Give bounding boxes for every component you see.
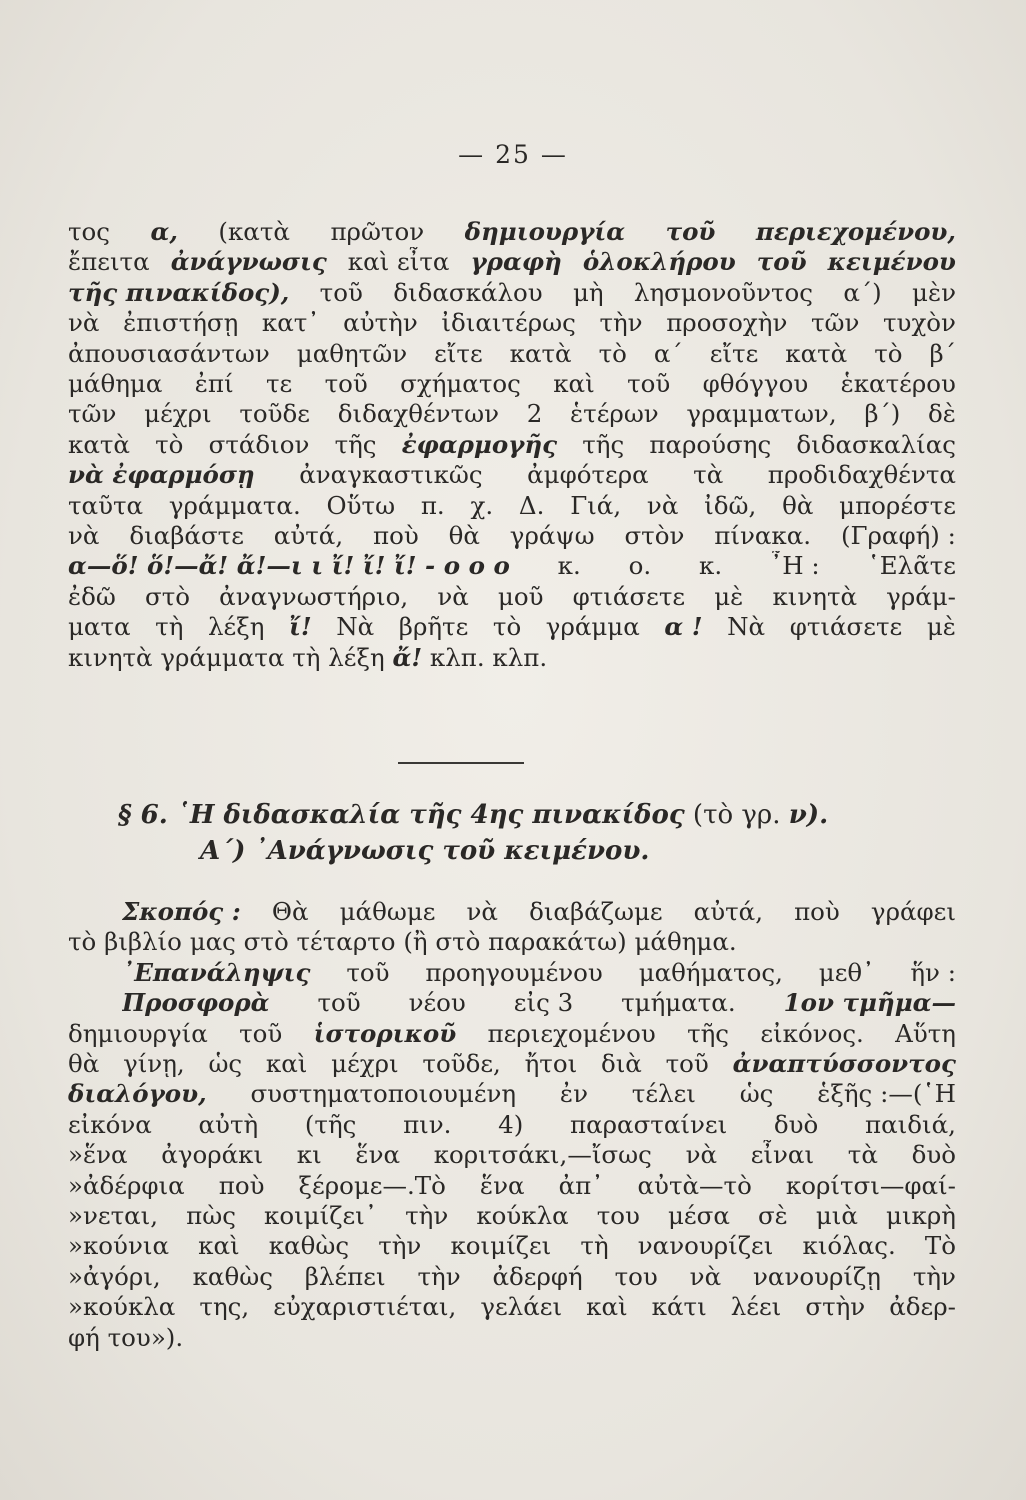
word: δυὸ bbox=[773, 1109, 819, 1139]
word: διαβάστε bbox=[129, 521, 244, 550]
word: Σκοπός : bbox=[122, 897, 241, 926]
word: κ. bbox=[557, 551, 581, 581]
word: νὰ bbox=[685, 1140, 718, 1170]
word: μαθητῶν bbox=[296, 338, 408, 368]
word: τμήματα. bbox=[621, 988, 736, 1018]
word: α, bbox=[150, 217, 178, 246]
word: εἰς 3 bbox=[513, 988, 574, 1018]
word: ἀμφότερα bbox=[527, 460, 649, 490]
text-line bbox=[68, 430, 956, 460]
word: ἀναγνωστήριο, bbox=[219, 581, 409, 611]
word: γίνῃ, bbox=[123, 1049, 185, 1078]
word: τὴν bbox=[378, 1231, 422, 1261]
word: »κούνια bbox=[68, 1231, 169, 1261]
word: ὡς bbox=[208, 1049, 243, 1078]
word: δημιουργία bbox=[68, 1018, 208, 1048]
word: δυὸ bbox=[911, 1140, 956, 1170]
word: ἀπουσιασάντων bbox=[68, 338, 270, 368]
word: φή του»). bbox=[68, 1322, 184, 1352]
word: εἶναι bbox=[750, 1140, 815, 1170]
word: τοῦδε bbox=[239, 399, 311, 429]
text-line bbox=[68, 612, 956, 642]
word: τὸ bbox=[155, 429, 184, 459]
word: ταῦτα bbox=[68, 490, 144, 520]
word: γραμματων, bbox=[686, 399, 837, 429]
page-number: — 25 — bbox=[458, 140, 568, 169]
section-heading bbox=[118, 800, 828, 830]
word: μαθήματος, bbox=[638, 957, 783, 987]
word: πιν. bbox=[403, 1109, 452, 1139]
word: τὴν bbox=[417, 1261, 461, 1291]
word: μέσα bbox=[667, 1201, 730, 1230]
text-line bbox=[68, 399, 956, 429]
word: α ! bbox=[664, 612, 703, 642]
word: τὰ bbox=[847, 1140, 878, 1170]
word: νέου bbox=[408, 988, 466, 1018]
word: σχήματος bbox=[400, 369, 521, 398]
word: περιεχομένου, bbox=[755, 217, 956, 246]
text-line bbox=[68, 582, 956, 612]
word: 1ον τμῆμα— bbox=[783, 988, 956, 1018]
word: τὰ bbox=[693, 460, 724, 490]
word: ἱστορικοῦ bbox=[313, 1018, 457, 1048]
word: ἥν : bbox=[910, 957, 956, 987]
word: γράμματα. bbox=[168, 490, 301, 520]
word: ἐν bbox=[559, 1079, 588, 1109]
word: τοῦ bbox=[756, 247, 807, 277]
word: διδασκάλου bbox=[393, 277, 543, 307]
word: πὼς bbox=[186, 1201, 236, 1230]
text-line bbox=[68, 1140, 956, 1170]
word: »ἀγόρι, bbox=[68, 1261, 161, 1291]
word: ἰδιαιτέρως bbox=[441, 308, 576, 338]
word: κατὰ bbox=[785, 338, 848, 368]
word: ἀπ᾿ bbox=[558, 1170, 604, 1200]
word: »νεται, bbox=[68, 1201, 159, 1230]
word: τὴν bbox=[405, 1201, 449, 1230]
text-line bbox=[68, 339, 956, 369]
word: λησμονοῦντος bbox=[633, 277, 813, 307]
word: διὰ bbox=[600, 1049, 642, 1078]
word: μάθωμε bbox=[339, 897, 436, 926]
word: καὶ bbox=[265, 1049, 308, 1078]
word: μὴ bbox=[572, 277, 604, 307]
word: β΄) bbox=[864, 399, 901, 429]
word: διδαχθέντων bbox=[337, 399, 499, 429]
word: 4) bbox=[498, 1109, 524, 1139]
word: ποὺ bbox=[794, 897, 840, 926]
text-line bbox=[68, 1201, 956, 1231]
word: μέχρι bbox=[144, 399, 212, 429]
word: Προσφορὰ bbox=[122, 988, 270, 1018]
word: νὰ bbox=[68, 521, 100, 550]
word: κοιμίζει᾿ bbox=[264, 1201, 378, 1230]
word: νὰ bbox=[437, 581, 469, 611]
word: διδασκαλίας bbox=[796, 429, 956, 459]
heading-part: § 6. ῾Η διδασκαλία τῆς 4ης πινακίδος bbox=[118, 800, 685, 830]
word: δημιουργία bbox=[464, 217, 626, 246]
word: τῶν bbox=[810, 308, 860, 338]
word: χ. bbox=[470, 490, 494, 520]
word: τὴν bbox=[912, 1261, 956, 1291]
word: τῶν bbox=[68, 399, 117, 429]
word: γράμ- bbox=[886, 581, 956, 611]
word: αὐτὰ—τὸ bbox=[637, 1170, 752, 1200]
word: (κατὰ bbox=[218, 217, 290, 246]
word: ματα bbox=[68, 612, 131, 642]
word: τὸ bbox=[874, 338, 903, 368]
word: ἑτέρων bbox=[570, 399, 659, 429]
word: τοῦδε, bbox=[422, 1049, 501, 1078]
text-line bbox=[122, 988, 956, 1018]
word: Γιά, bbox=[570, 490, 622, 520]
text-line bbox=[68, 1231, 956, 1261]
word: α΄) bbox=[843, 277, 882, 307]
word: πρῶτον bbox=[330, 217, 425, 246]
word: φθόγγου bbox=[702, 369, 809, 398]
word: π. bbox=[420, 490, 445, 520]
word: ἀναπτύσσοντος bbox=[732, 1049, 956, 1078]
word: τοῦ bbox=[627, 369, 671, 398]
text-line bbox=[122, 958, 956, 988]
word: Αὕτη bbox=[895, 1018, 956, 1048]
word: μέχρι bbox=[331, 1049, 399, 1078]
word: Οὕτω bbox=[326, 490, 396, 520]
word: ἐπί bbox=[194, 369, 234, 398]
word: τὴ bbox=[155, 612, 184, 642]
word: εἰκόνα bbox=[68, 1109, 152, 1139]
word: κούκλα bbox=[476, 1201, 569, 1230]
word: καὶ bbox=[198, 1231, 240, 1261]
text-line bbox=[68, 551, 956, 581]
text-line bbox=[68, 1110, 956, 1140]
word: (τῆς bbox=[304, 1109, 357, 1139]
text-line bbox=[68, 1049, 956, 1079]
word: νὰ ἐφαρμόσῃ bbox=[68, 460, 255, 490]
word: στὸ bbox=[145, 581, 191, 611]
text-line bbox=[68, 460, 956, 490]
word: μπορέστε bbox=[839, 490, 956, 520]
word: βλέπει bbox=[304, 1261, 386, 1291]
word: τοῦ bbox=[324, 369, 368, 398]
word: ἀδερ- bbox=[889, 1292, 956, 1322]
word: ἑξῆς :—(῾Η bbox=[817, 1079, 956, 1109]
word: ἀναγκαστικῶς bbox=[299, 460, 483, 490]
word: λέει bbox=[730, 1292, 782, 1322]
word: τὴ bbox=[580, 1231, 609, 1261]
text-line bbox=[68, 927, 956, 957]
text-line bbox=[68, 1019, 956, 1049]
word: κάτι bbox=[651, 1292, 707, 1322]
word: παιδιά, bbox=[864, 1109, 956, 1139]
word: σὲ bbox=[757, 1201, 788, 1230]
word: ἕνα bbox=[479, 1170, 525, 1200]
word: ἀγοράκι bbox=[161, 1140, 264, 1170]
word: ἐδῶ bbox=[68, 581, 116, 611]
word: κατὰ bbox=[68, 429, 130, 459]
word: ἔπειτα bbox=[68, 247, 150, 277]
word: εἴτε bbox=[434, 338, 483, 368]
word: κορίτσι—φαί- bbox=[785, 1170, 956, 1200]
word: μὲ bbox=[926, 612, 956, 642]
word: νὰ bbox=[689, 1261, 722, 1291]
word: »ἕνα bbox=[68, 1140, 128, 1170]
word: τε bbox=[265, 369, 293, 398]
word: ποὺ bbox=[373, 521, 419, 550]
word: κινητὰ bbox=[772, 581, 858, 611]
word: ο. bbox=[628, 551, 652, 581]
word: τοῦ bbox=[665, 1049, 709, 1078]
heading-part: ν). bbox=[788, 800, 829, 830]
word: τὸ bbox=[598, 338, 627, 368]
word: φτιάσετε bbox=[789, 612, 903, 642]
word: ἐφαρμογῆς bbox=[401, 429, 558, 459]
word: ῾Ελᾶτε bbox=[867, 551, 956, 581]
word: γραφὴ bbox=[470, 247, 562, 277]
word: α—ὅ! ὅ!—ἄ! ἄ!—ι ι ἴ! ἴ! ἴ! - ο ο ο bbox=[68, 551, 510, 581]
word: περιεχομένου bbox=[487, 1018, 656, 1048]
word: νανουρίζῃ bbox=[753, 1261, 881, 1291]
word: ἰδῶ, bbox=[704, 490, 757, 520]
text-line bbox=[68, 1292, 956, 1322]
word: κλπ. κλπ. bbox=[429, 642, 548, 672]
word: ἤτοι bbox=[524, 1049, 578, 1078]
text-line bbox=[68, 278, 956, 308]
word: κοιμίζει bbox=[450, 1231, 552, 1261]
text-line bbox=[68, 217, 956, 247]
word: αὐτά, bbox=[273, 521, 344, 550]
word: Τὸ bbox=[924, 1231, 956, 1261]
word: παρασταίνει bbox=[569, 1109, 728, 1139]
word: Θὰ bbox=[271, 897, 309, 926]
word: αὐτὴ bbox=[198, 1109, 259, 1139]
word: ᾿Επανάληψις bbox=[122, 957, 311, 987]
section-subheading: Α΄) ᾿Ανάγνωσις τοῦ κειμένου. bbox=[200, 836, 650, 866]
word: διαλόγου, bbox=[68, 1079, 207, 1109]
word: »ἀδέρφια bbox=[68, 1170, 185, 1200]
word: προηγουμένου bbox=[425, 957, 603, 987]
word: ἀδερφή bbox=[492, 1261, 583, 1291]
word: τῆς bbox=[582, 429, 625, 459]
word: καθὼς bbox=[268, 1231, 350, 1261]
word: κειμένου bbox=[827, 247, 956, 277]
word: κινητὰ γράμματα τὴ λέξη bbox=[68, 642, 385, 672]
word: εἰκόνος. bbox=[760, 1018, 864, 1048]
word: θὰ bbox=[448, 521, 480, 550]
word: γράμμα bbox=[545, 612, 640, 642]
word: καὶ εἶτα bbox=[347, 247, 450, 277]
word: αὐτὴν bbox=[343, 308, 418, 338]
word: ὡς bbox=[739, 1079, 774, 1109]
word: στὴν bbox=[805, 1292, 866, 1322]
text-line bbox=[68, 491, 956, 521]
text-line bbox=[122, 897, 956, 927]
word: ἑκατέρου bbox=[840, 369, 956, 398]
word: συστηματοποιουμένη bbox=[250, 1079, 517, 1109]
heading-part: (τὸ γρ. bbox=[684, 800, 789, 830]
word: προσοχὴν bbox=[666, 308, 788, 338]
section-divider bbox=[398, 762, 524, 764]
text-line bbox=[68, 1323, 956, 1353]
word: καὶ bbox=[586, 1292, 628, 1322]
word: ἀνάγνωσις bbox=[170, 247, 327, 277]
word: μεθ᾿ bbox=[818, 957, 875, 987]
word: στὸν bbox=[624, 521, 685, 550]
text-line bbox=[68, 369, 956, 399]
text-line bbox=[68, 1262, 956, 1292]
word: νὰ bbox=[646, 490, 679, 520]
word: ἐπιστήσῃ bbox=[123, 308, 239, 338]
word: Δ. bbox=[518, 490, 545, 520]
word: νανουρίζει bbox=[637, 1231, 774, 1261]
text-line bbox=[68, 247, 956, 277]
word: κατὰ bbox=[509, 338, 572, 368]
word: του bbox=[614, 1261, 658, 1291]
word: ἄ! bbox=[392, 642, 423, 672]
word: ῏Η : bbox=[770, 551, 820, 581]
word: καὶ bbox=[553, 369, 595, 398]
word: λέξη bbox=[208, 612, 265, 642]
word: μάθημα bbox=[68, 369, 163, 398]
word: μοῦ bbox=[497, 581, 544, 611]
word: ἴ! bbox=[289, 612, 312, 642]
word: αὐτά, bbox=[693, 897, 763, 926]
word: τυχὸν bbox=[883, 308, 956, 338]
word: φτιάσετε bbox=[572, 581, 686, 611]
word: κατ᾿ bbox=[261, 308, 320, 338]
word: μὲ bbox=[714, 581, 744, 611]
word: κιόλας. bbox=[802, 1231, 896, 1261]
word: τοῦ bbox=[665, 217, 716, 246]
word: δὲ bbox=[928, 399, 956, 429]
word: τοῦ bbox=[319, 277, 363, 307]
word: τοῦ bbox=[239, 1018, 283, 1048]
word: »κούκλα bbox=[68, 1292, 176, 1322]
word: τοῦ bbox=[317, 988, 361, 1018]
word: β΄ bbox=[929, 338, 956, 368]
word: θὰ bbox=[68, 1049, 100, 1078]
word: μιὰ bbox=[815, 1201, 858, 1230]
word: τῆς πινακίδος), bbox=[68, 277, 290, 307]
word: διαβάζωμε bbox=[529, 897, 663, 926]
word: τὴν bbox=[599, 308, 643, 338]
word: (Γραφή) : bbox=[840, 521, 956, 550]
word: προδιδαχθέντα bbox=[767, 460, 956, 490]
word: μικρὴ bbox=[886, 1201, 956, 1230]
word: μὲν bbox=[912, 277, 956, 307]
word: καθὼς bbox=[192, 1261, 273, 1291]
word: βρῆτε bbox=[398, 612, 469, 642]
word: παρούσης bbox=[649, 429, 772, 459]
word: τῆς bbox=[687, 1018, 730, 1048]
text-line bbox=[68, 308, 956, 338]
word: τέλει bbox=[631, 1079, 696, 1109]
word: εὐχαριστιέται, bbox=[273, 1292, 457, 1322]
word: 2 bbox=[526, 399, 543, 429]
word: κοριτσάκι,—ἴσως bbox=[433, 1140, 652, 1170]
word: Νὰ bbox=[727, 612, 766, 642]
word: τος bbox=[68, 217, 111, 246]
word: τῆς bbox=[334, 429, 377, 459]
word: γελάει bbox=[480, 1292, 563, 1322]
word: νὰ bbox=[68, 308, 100, 338]
word: του bbox=[596, 1201, 640, 1230]
word: τοῦ bbox=[346, 957, 390, 987]
word: ποὺ bbox=[218, 1170, 265, 1200]
word: ἕνα bbox=[355, 1140, 401, 1170]
text-line bbox=[68, 1079, 956, 1109]
word: εἴτε bbox=[709, 338, 759, 368]
word: Νὰ bbox=[336, 612, 375, 642]
word: θὰ bbox=[782, 490, 814, 520]
word: τὸ βιβλίο μας στὸ τέταρτο (ἢ στὸ παρακάτω) μάθημα. bbox=[68, 927, 737, 957]
word: κι bbox=[296, 1140, 322, 1170]
word: α΄ bbox=[653, 338, 683, 368]
word: πίνακα. bbox=[714, 521, 812, 550]
word: στάδιον bbox=[208, 429, 310, 459]
word: γράψω bbox=[509, 521, 595, 550]
word: ὁλοκλήρου bbox=[582, 247, 736, 277]
text-line bbox=[68, 643, 956, 673]
text-line bbox=[68, 1171, 956, 1201]
word: τὸ bbox=[492, 612, 522, 642]
text-line bbox=[68, 521, 956, 551]
word: κ. bbox=[699, 551, 723, 581]
word: νὰ bbox=[466, 897, 498, 926]
word: ξέρομε—.Τὸ bbox=[298, 1170, 446, 1200]
word: της, bbox=[199, 1292, 250, 1322]
word: γράφει bbox=[870, 897, 956, 926]
